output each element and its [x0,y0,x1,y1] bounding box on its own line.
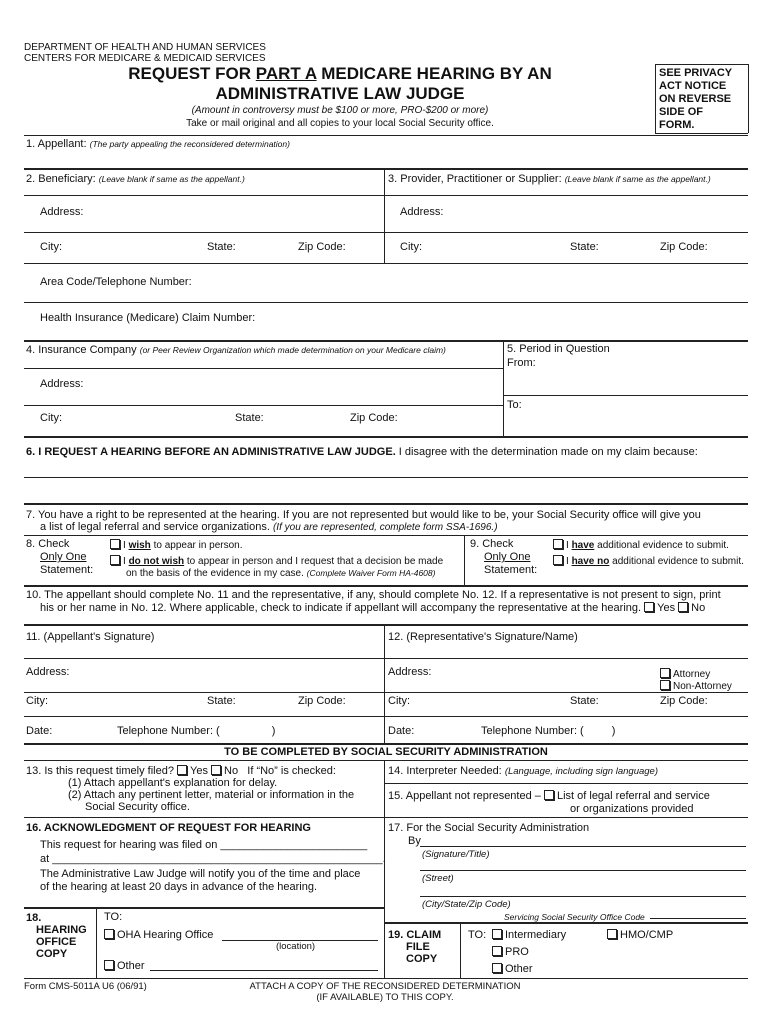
hearing-office-copy-l1: HEARING [36,924,87,936]
mail-note: Take or mail original and all copies to your local Social Security office. [186,118,494,129]
representative-city[interactable]: City: [388,695,410,707]
statement-9: Statement: [484,564,538,576]
beneficiary-address[interactable]: Address: [40,206,84,218]
check-label-8: 8. Check [26,538,70,550]
have-evidence-checkbox[interactable]: I have additional evidence to submit. [553,539,729,552]
timely-yes-checkbox[interactable]: Yes [177,765,208,777]
privacy-notice: SEE PRIVACY ACT NOTICE ON REVERSE SIDE OF FORM. [659,67,733,131]
appellant-field[interactable]: 1. Appellant: (The party appealing the reconsidered determination) [26,138,290,150]
not-wish-appear-line2: on the basis of the evidence in my case. (Complete Waiver Form HA-4608) [126,568,436,579]
hearing-request-statement: 6. I REQUEST A HEARING BEFORE AN ADMINISTRATIVE LAW JUDGE. I disagree with the determination made on my claim because: [26,446,698,458]
representative-signature[interactable]: 12. (Representative's Signature/Name) [388,631,578,643]
claim-other-checkbox[interactable]: Other [492,963,533,976]
completion-instructions: 10. The appellant should complete No. 11 and the representative, if any, should complete No. 12. If a representative is not present to sign, print [26,589,721,601]
provider-field[interactable]: 3. Provider, Practitioner or Supplier: (Leave blank if same as the appellant.) [388,173,711,185]
timely-item-2: (2) Attach any pertinent letter, material or information in the [68,789,355,801]
interpreter-needed[interactable]: 14. Interpreter Needed: (Language, including sign language) [388,765,658,777]
attach-copy-note: ATTACH A COPY OF THE RECONSIDERED DETERMINATION [249,981,521,992]
representative-date[interactable]: Date: [388,725,415,737]
claim-number[interactable]: Health Insurance (Medicare) Claim Number: [40,312,256,324]
signature-title-field[interactable]: (Signature/Title) [422,849,490,860]
attach-copy-note-line2: (IF AVAILABLE) TO THIS COPY. [316,992,454,1003]
referral-list-line2: or organizations provided [570,803,694,815]
provider-state[interactable]: State: [570,241,599,253]
ssa-signature-label: 17. For the Social Security Administration [388,822,590,834]
appellant-telephone[interactable]: Telephone Number: ( ) [117,725,276,737]
representation-notice-line2: a list of legal referral and service organizations. (If you are represented, complete form SSA-1696.) [40,521,498,533]
completion-instructions-line2: his or her name in No. 12. Where applicable, check to indicate if appellant will accompany the representative at the hearing. Yes No [40,602,706,614]
acknowledgment-heading: 16. ACKNOWLEDGMENT OF REQUEST FOR HEARING [26,822,311,834]
insurance-state[interactable]: State: [235,412,264,424]
beneficiary-city[interactable]: City: [40,241,62,253]
representative-state[interactable]: State: [570,695,599,707]
referral-list-checkbox[interactable]: List of legal referral and service [544,790,710,802]
accompany-yes-checkbox[interactable]: Yes [644,602,675,614]
department-line: DEPARTMENT OF HEALTH AND HUMAN SERVICES [24,42,266,53]
by-label: By [408,835,421,847]
insurance-company-field[interactable]: 4. Insurance Company (or Peer Review Organization which made determination on your Medicare claim) [26,344,446,356]
hearing-office-copy-l3: COPY [36,948,68,960]
beneficiary-field[interactable]: 2. Beneficiary: (Leave blank if same as the appellant.) [26,173,245,185]
claim-file-copy-l1: 19. CLAIM [388,929,442,941]
representative-address[interactable]: Address: [388,666,432,678]
filed-on-line[interactable]: This request for hearing was filed on ________________________ [40,839,368,851]
timely-item-2b: Social Security office. [85,801,190,813]
filed-at-line[interactable]: at ______________________________________________________. [40,853,386,865]
timely-filed-question: 13. Is this request timely filed? Yes No If “No” is checked: [26,765,336,777]
period-to[interactable]: To: [507,399,522,411]
appellant-not-represented: 15. Appellant not represented – List of legal referral and service [388,790,710,802]
timely-no-checkbox[interactable]: No [211,765,238,777]
appellant-signature[interactable]: 11. (Appellant's Signature) [26,631,155,643]
not-wish-appear-checkbox[interactable]: I do not wish to appear in person and I request that a decision be made [110,555,443,568]
intermediary-checkbox[interactable]: Intermediary [492,929,566,942]
period-from[interactable]: From: [507,357,536,369]
provider-city[interactable]: City: [400,241,422,253]
wish-appear-checkbox[interactable]: I wish to appear in person. [110,539,243,552]
claim-file-copy-l3: COPY [406,953,438,965]
timely-item-1: (1) Attach appellant's explanation for delay. [68,777,278,789]
amount-note: (Amount in controversy must be $100 or more, PRO-$200 or more) [191,105,489,116]
agency-line: CENTERS FOR MEDICARE & MEDICAID SERVICES [24,53,266,64]
form-number: Form CMS-5011A U6 (06/91) [24,981,147,992]
appellant-address[interactable]: Address: [26,666,70,678]
hmo-cmp-checkbox[interactable]: HMO/CMP [607,929,673,942]
notify-line-1: The Administrative Law Judge will notify you of the time and place [40,868,361,880]
form-title: REQUEST FOR PART A MEDICARE HEARING BY AN [128,64,552,83]
hearing-office-copy-l2: OFFICE [36,936,77,948]
appellant-date[interactable]: Date: [26,725,53,737]
statement-8: Statement: [40,564,94,576]
appellant-city[interactable]: City: [26,695,48,707]
only-one-8: Only One [40,551,87,563]
street-field[interactable]: (Street) [422,873,454,884]
claim-to-label: TO: [468,929,487,941]
have-no-evidence-checkbox[interactable]: I have no additional evidence to submit. [553,555,744,568]
period-label: 5. Period in Question [507,343,610,355]
area-code-phone[interactable]: Area Code/Telephone Number: [40,276,192,288]
accompany-no-checkbox[interactable]: No [678,602,705,614]
representation-notice: 7. You have a right to be represented at the hearing. If you are not represented but would like to be, your Social Security office will give you [26,509,701,521]
location-caption: (location) [276,941,316,952]
insurance-city[interactable]: City: [40,412,62,424]
appellant-zip[interactable]: Zip Code: [298,695,346,707]
representative-telephone[interactable]: Telephone Number: ( ) [481,725,616,737]
ssa-banner: TO BE COMPLETED BY SOCIAL SECURITY ADMINISTRATION [224,746,548,758]
office-code-field[interactable]: Servicing Social Security Office Code [504,912,645,922]
form-title-line2: ADMINISTRATIVE LAW JUDGE [215,84,465,103]
appellant-state[interactable]: State: [207,695,236,707]
claim-file-copy-l2: FILE [406,941,430,953]
insurance-zip[interactable]: Zip Code: [350,412,398,424]
provider-address[interactable]: Address: [400,206,444,218]
provider-zip[interactable]: Zip Code: [660,241,708,253]
oha-hearing-office-checkbox[interactable]: OHA Hearing Office [104,929,213,942]
city-state-zip-field[interactable]: (City/State/Zip Code) [422,899,511,910]
attorney-checkbox[interactable]: Attorney [660,668,710,681]
notify-line-2: of the hearing at least 20 days in advance of the hearing. [40,881,318,893]
beneficiary-state[interactable]: State: [207,241,236,253]
check-label-9: 9. Check [470,538,514,550]
pro-checkbox[interactable]: PRO [492,946,529,959]
beneficiary-zip[interactable]: Zip Code: [298,241,346,253]
hearing-office-copy-num: 18. [26,912,42,924]
only-one-9: Only One [484,551,531,563]
hearing-to-label: TO: [104,911,123,923]
non-attorney-checkbox[interactable]: Non-Attorney [660,680,732,693]
hearing-other-checkbox[interactable]: Other [104,960,145,973]
insurance-address[interactable]: Address: [40,378,84,390]
representative-zip[interactable]: Zip Code: [660,695,708,707]
